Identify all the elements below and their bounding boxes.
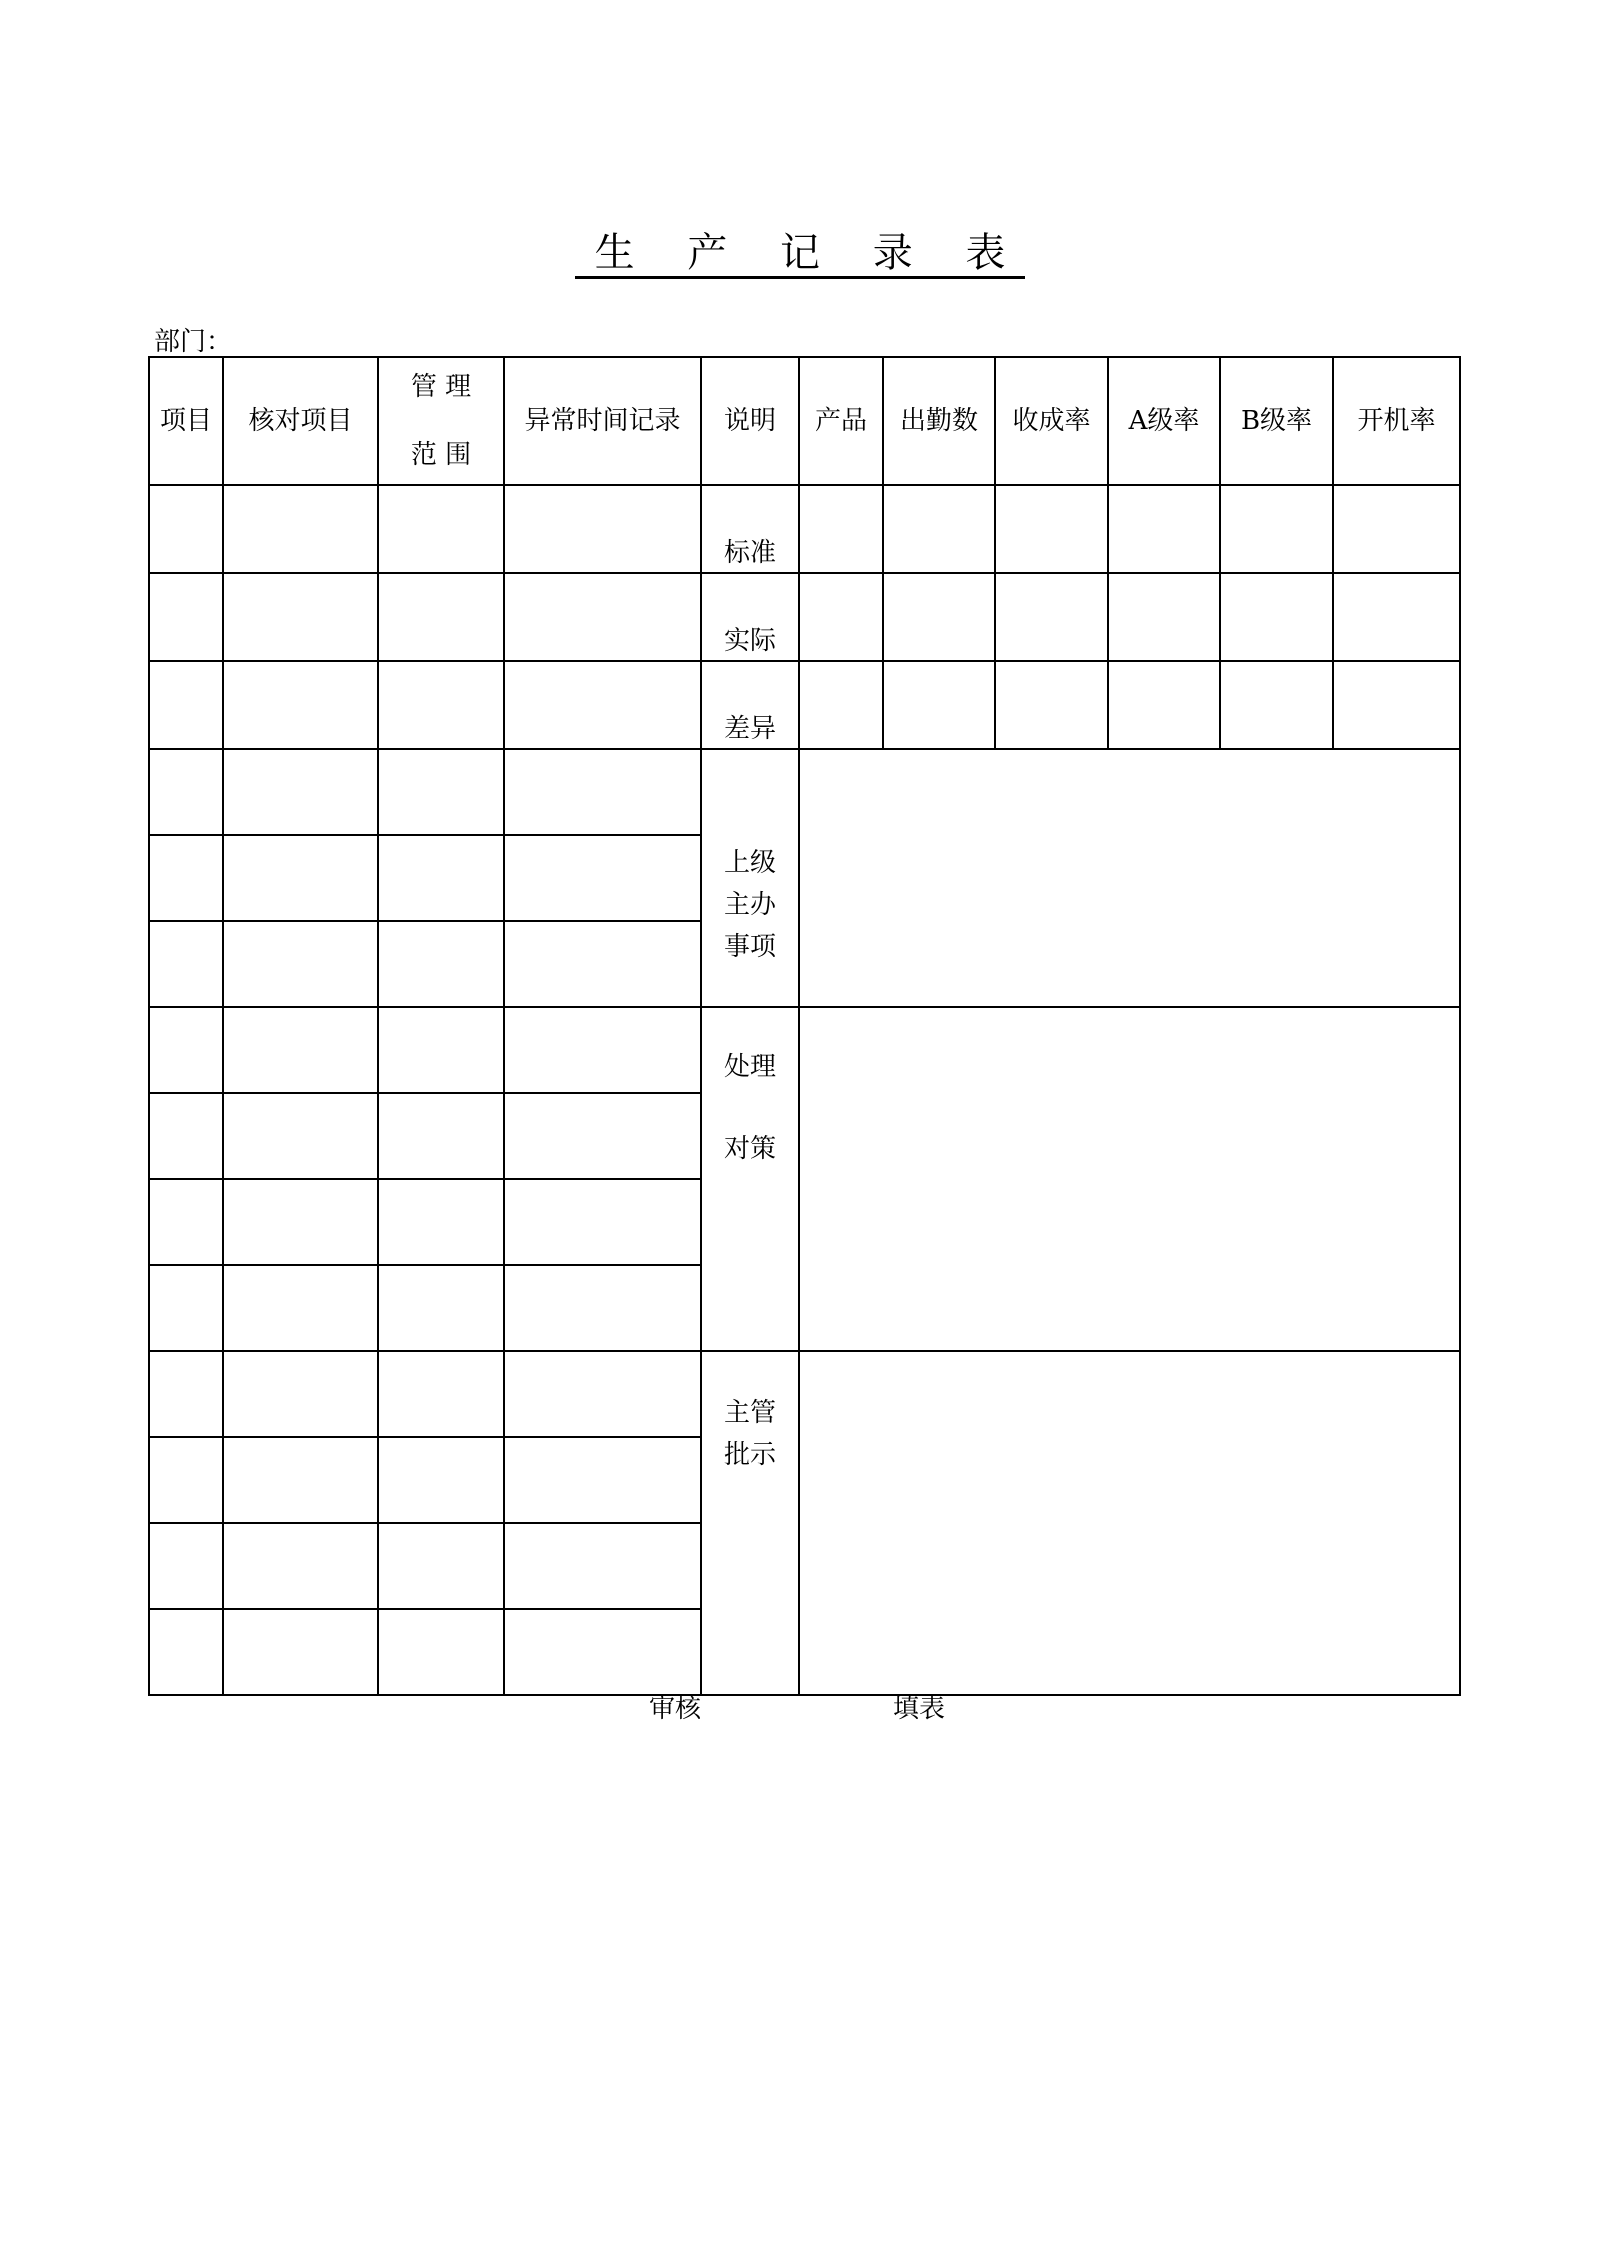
difference-row bbox=[149, 661, 1460, 749]
management-scope-cell[interactable] bbox=[378, 573, 504, 661]
upper-matter-line2: 主办 bbox=[723, 890, 776, 920]
check-item-cell[interactable] bbox=[223, 661, 378, 749]
header-management-line2: 范 围 bbox=[410, 440, 472, 470]
abnormal-time-cell[interactable] bbox=[504, 835, 701, 921]
header-management-scope bbox=[378, 357, 504, 485]
check-item-cell[interactable] bbox=[223, 1265, 378, 1351]
abnormal-time-cell[interactable] bbox=[504, 573, 701, 661]
check-item-cell[interactable] bbox=[223, 1093, 378, 1179]
item-cell[interactable] bbox=[149, 835, 223, 921]
abnormal-time-cell[interactable] bbox=[504, 661, 701, 749]
attendance-cell[interactable] bbox=[883, 485, 995, 573]
handling-row bbox=[149, 1007, 1460, 1093]
item-cell[interactable] bbox=[149, 1179, 223, 1265]
item-cell[interactable] bbox=[149, 1351, 223, 1437]
check-item-cell[interactable] bbox=[223, 1609, 378, 1695]
a-rate-cell[interactable] bbox=[1108, 573, 1220, 661]
footer-fill-label: 填表 bbox=[893, 1694, 946, 1724]
item-cell[interactable] bbox=[149, 485, 223, 573]
b-rate-cell[interactable] bbox=[1220, 485, 1333, 573]
management-scope-cell[interactable] bbox=[378, 1265, 504, 1351]
item-cell[interactable] bbox=[149, 661, 223, 749]
standard-row bbox=[149, 485, 1460, 573]
supervisor-line2: 批示 bbox=[723, 1440, 776, 1470]
item-cell[interactable] bbox=[149, 1093, 223, 1179]
abnormal-time-cell[interactable] bbox=[504, 921, 701, 1007]
attendance-cell[interactable] bbox=[883, 573, 995, 661]
abnormal-time-cell[interactable] bbox=[504, 1265, 701, 1351]
header-management-line1: 管 理 bbox=[410, 372, 472, 402]
b-rate-cell[interactable] bbox=[1220, 573, 1333, 661]
abnormal-time-cell[interactable] bbox=[504, 1093, 701, 1179]
check-item-cell[interactable] bbox=[223, 1007, 378, 1093]
management-scope-cell[interactable] bbox=[378, 1609, 504, 1695]
actual-row bbox=[149, 573, 1460, 661]
a-rate-cell[interactable] bbox=[1108, 661, 1220, 749]
management-scope-cell[interactable] bbox=[378, 661, 504, 749]
management-scope-cell[interactable] bbox=[378, 1093, 504, 1179]
page-title-text: 生 产 记 录 表 bbox=[575, 230, 1026, 279]
supervisor-label bbox=[701, 1351, 799, 1695]
yield-rate-cell[interactable] bbox=[995, 485, 1108, 573]
abnormal-time-cell[interactable] bbox=[504, 485, 701, 573]
footer-review-label: 审核 bbox=[649, 1694, 702, 1724]
product-cell[interactable] bbox=[799, 485, 883, 573]
b-rate-cell[interactable] bbox=[1220, 661, 1333, 749]
handling-line1: 处理 bbox=[723, 1052, 776, 1082]
header-abnormal-time: 异常时间记录 bbox=[504, 357, 701, 485]
management-scope-cell[interactable] bbox=[378, 749, 504, 835]
abnormal-time-cell[interactable] bbox=[504, 1437, 701, 1523]
item-cell[interactable] bbox=[149, 921, 223, 1007]
attendance-cell[interactable] bbox=[883, 661, 995, 749]
explain-difference: 差异 bbox=[701, 661, 799, 749]
abnormal-time-cell[interactable] bbox=[504, 1351, 701, 1437]
header-attendance: 出勤数 bbox=[883, 357, 995, 485]
supervisor-line1: 主管 bbox=[723, 1398, 776, 1428]
abnormal-time-cell[interactable] bbox=[504, 1523, 701, 1609]
check-item-cell[interactable] bbox=[223, 573, 378, 661]
product-cell[interactable] bbox=[799, 573, 883, 661]
check-item-cell[interactable] bbox=[223, 1351, 378, 1437]
check-item-cell[interactable] bbox=[223, 749, 378, 835]
supervisor-content[interactable] bbox=[799, 1351, 1460, 1695]
abnormal-time-cell[interactable] bbox=[504, 1179, 701, 1265]
item-cell[interactable] bbox=[149, 1265, 223, 1351]
header-b-rate: B级率 bbox=[1220, 357, 1333, 485]
item-cell[interactable] bbox=[149, 1523, 223, 1609]
upper-matter-content[interactable] bbox=[799, 749, 1460, 1007]
header-item: 项目 bbox=[149, 357, 223, 485]
upper-matter-label bbox=[701, 749, 799, 1007]
explain-standard: 标准 bbox=[701, 485, 799, 573]
management-scope-cell[interactable] bbox=[378, 1007, 504, 1093]
product-cell[interactable] bbox=[799, 661, 883, 749]
item-cell[interactable] bbox=[149, 749, 223, 835]
check-item-cell[interactable] bbox=[223, 921, 378, 1007]
header-product: 产品 bbox=[799, 357, 883, 485]
yield-rate-cell[interactable] bbox=[995, 661, 1108, 749]
header-yield-rate: 收成率 bbox=[995, 357, 1108, 485]
start-rate-cell[interactable] bbox=[1333, 573, 1460, 661]
item-cell[interactable] bbox=[149, 1609, 223, 1695]
management-scope-cell[interactable] bbox=[378, 1179, 504, 1265]
start-rate-cell[interactable] bbox=[1333, 661, 1460, 749]
header-a-rate: A级率 bbox=[1108, 357, 1220, 485]
check-item-cell[interactable] bbox=[223, 835, 378, 921]
item-cell[interactable] bbox=[149, 1437, 223, 1523]
header-start-rate: 开机率 bbox=[1333, 357, 1460, 485]
abnormal-time-cell[interactable] bbox=[504, 749, 701, 835]
explain-actual: 实际 bbox=[701, 573, 799, 661]
abnormal-time-cell[interactable] bbox=[504, 1007, 701, 1093]
item-cell[interactable] bbox=[149, 573, 223, 661]
header-check-item: 核对项目 bbox=[223, 357, 378, 485]
management-scope-cell[interactable] bbox=[378, 835, 504, 921]
production-record-table bbox=[148, 356, 1461, 1696]
header-row bbox=[149, 357, 1460, 485]
management-scope-cell[interactable] bbox=[378, 485, 504, 573]
page-title bbox=[0, 228, 1600, 278]
handling-line2: 对策 bbox=[723, 1134, 776, 1164]
management-scope-cell[interactable] bbox=[378, 921, 504, 1007]
yield-rate-cell[interactable] bbox=[995, 573, 1108, 661]
management-scope-cell[interactable] bbox=[378, 1523, 504, 1609]
check-item-cell[interactable] bbox=[223, 1437, 378, 1523]
department-label: 部门： bbox=[154, 327, 233, 357]
handling-content[interactable] bbox=[799, 1007, 1460, 1351]
abnormal-time-cell[interactable] bbox=[504, 1609, 701, 1695]
check-item-cell[interactable] bbox=[223, 485, 378, 573]
management-scope-cell[interactable] bbox=[378, 1437, 504, 1523]
handling-label bbox=[701, 1007, 799, 1351]
upper-matter-line3: 事项 bbox=[723, 932, 776, 962]
start-rate-cell[interactable] bbox=[1333, 485, 1460, 573]
supervisor-row bbox=[149, 1351, 1460, 1437]
management-scope-cell[interactable] bbox=[378, 1351, 504, 1437]
check-item-cell[interactable] bbox=[223, 1523, 378, 1609]
check-item-cell[interactable] bbox=[223, 1179, 378, 1265]
a-rate-cell[interactable] bbox=[1108, 485, 1220, 573]
item-cell[interactable] bbox=[149, 1007, 223, 1093]
header-explain: 说明 bbox=[701, 357, 799, 485]
upper-matter-row bbox=[149, 749, 1460, 835]
upper-matter-line1: 上级 bbox=[723, 848, 776, 878]
